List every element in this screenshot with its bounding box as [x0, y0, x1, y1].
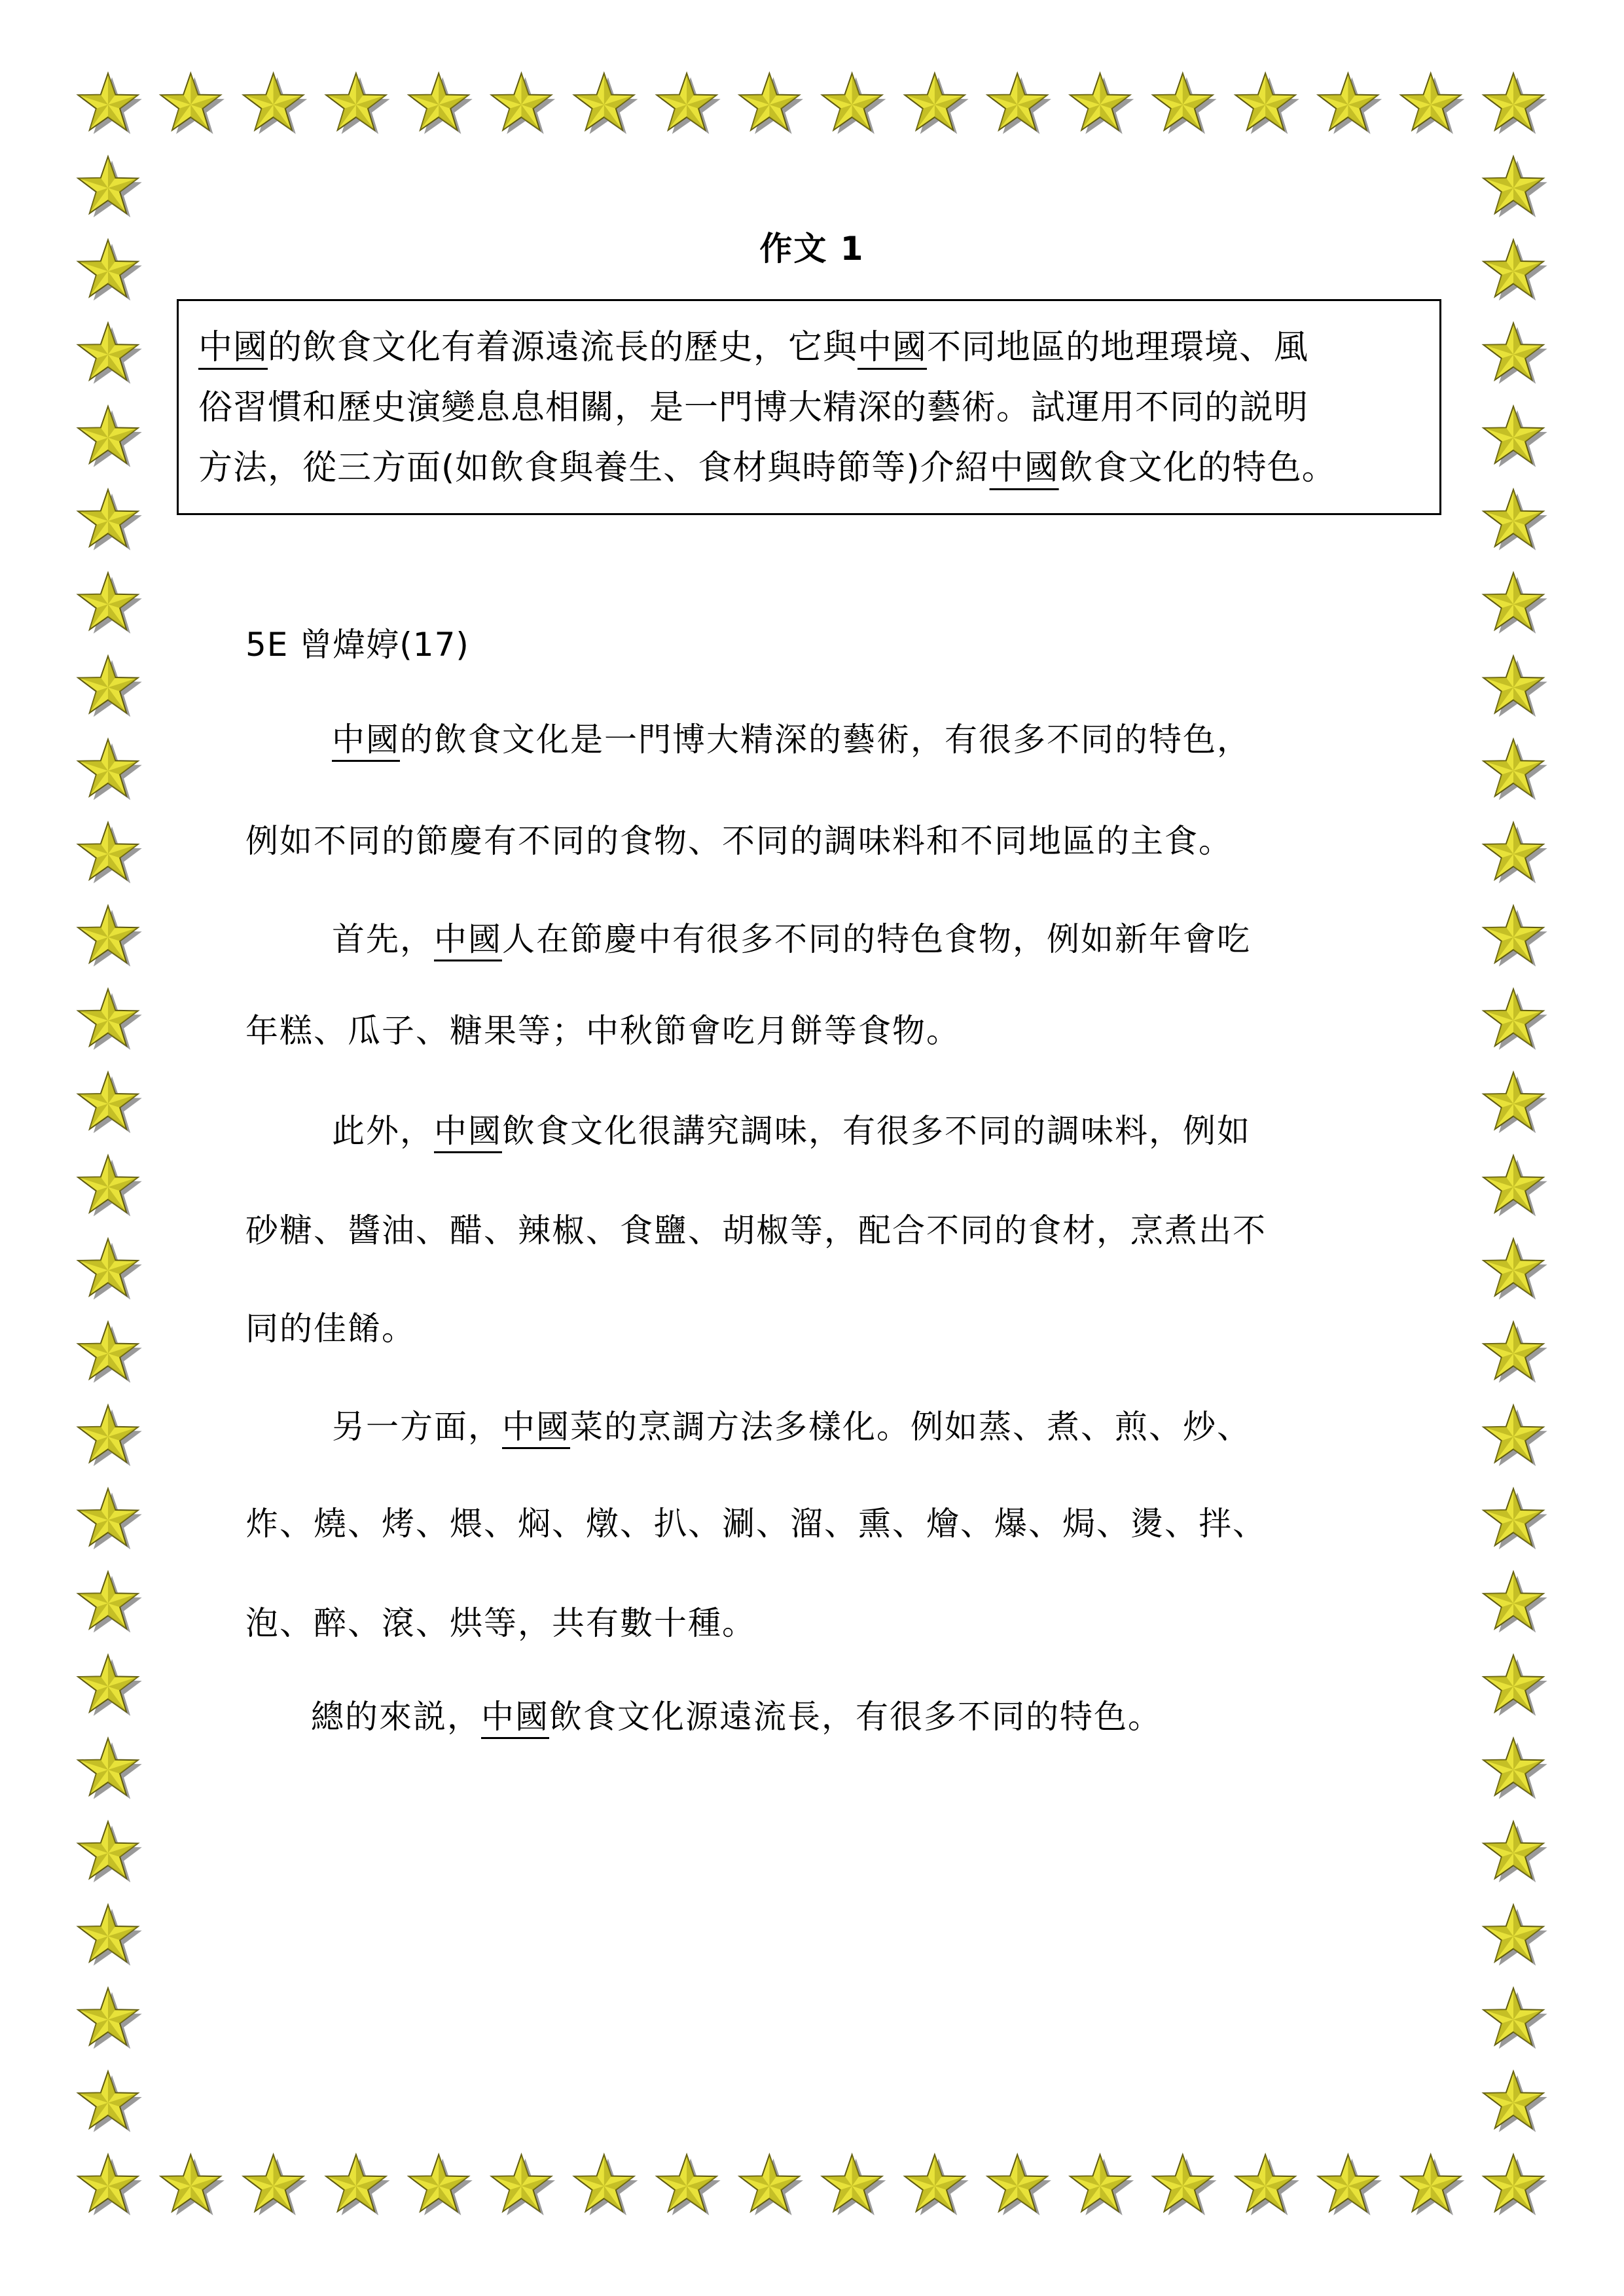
star-icon — [78, 1738, 141, 1799]
star-icon — [409, 73, 473, 134]
star-icon — [244, 73, 307, 134]
essay-p5-line1 — [311, 1691, 1463, 1738]
star-icon — [1483, 1655, 1547, 1716]
essay-p1-line2 — [245, 815, 1398, 862]
essay-p4-line3 — [245, 1597, 1398, 1644]
star-icon — [1153, 73, 1216, 134]
text-segment: 菜的烹調方法多樣化。例如蒸、煮、煎、炒、 — [570, 1408, 1251, 1446]
star-icon — [78, 406, 141, 467]
star-icon — [657, 2155, 720, 2215]
star-icon — [740, 2155, 803, 2215]
star-icon — [78, 1905, 141, 1965]
star-icon — [905, 73, 968, 134]
star-icon — [1401, 2155, 1464, 2215]
star-icon — [78, 740, 141, 800]
text-segment: 飲食文化源遠流長，有很多不同的特色。 — [549, 1698, 1162, 1736]
star-icon — [78, 1239, 141, 1300]
star-icon — [78, 1156, 141, 1217]
text-segment: 砂糖、醬油、醋、辣椒、食鹽、胡椒等，配合不同的食材，烹煮出不 — [245, 1211, 1267, 1249]
star-icon — [1483, 490, 1547, 550]
text-segment: 泡、醉、滾、烘等，共有數十種。 — [245, 1604, 756, 1642]
star-icon — [1483, 1738, 1547, 1799]
star-icon — [1483, 73, 1547, 134]
star-icon — [657, 73, 720, 134]
star-icon — [78, 1655, 141, 1716]
star-icon — [78, 1405, 141, 1466]
text-segment: 不同地區的地理環境、風 — [927, 328, 1309, 367]
prompt-line — [198, 438, 1420, 498]
star-icon — [1483, 740, 1547, 800]
star-icon — [1236, 2155, 1299, 2215]
prompt-line — [198, 317, 1420, 378]
star-icon — [78, 73, 141, 134]
underlined-proper-noun: 中國 — [198, 328, 268, 367]
composition-title: 作文 1 — [759, 230, 865, 268]
star-icon — [161, 73, 225, 134]
star-icon — [1483, 573, 1547, 634]
text-segment: 飲食文化的特色。 — [1058, 448, 1337, 488]
star-icon — [1483, 823, 1547, 884]
star-icon — [822, 73, 886, 134]
star-icon — [1483, 1156, 1547, 1217]
text-segment: 年糕、瓜子、糖果等；中秋節會吃月餅等食物。 — [245, 1012, 960, 1050]
star-icon — [1483, 2155, 1547, 2215]
star-icon — [78, 906, 141, 967]
text-segment: 炸、燒、烤、煨、焖、燉、扒、涮、溜、熏、燴、爆、焗、燙、拌、 — [245, 1505, 1267, 1543]
text-segment: 此外， — [332, 1112, 434, 1150]
star-icon — [1483, 156, 1547, 217]
text-segment: 另一方面， — [332, 1408, 502, 1446]
underlined-proper-noun: 中國 — [332, 721, 400, 759]
star-icon — [78, 1072, 141, 1133]
star-icon — [78, 323, 141, 384]
star-icon — [326, 2155, 389, 2215]
star-icon — [78, 156, 141, 217]
star-icon — [78, 1572, 141, 1633]
star-icon — [492, 73, 555, 134]
star-icon — [78, 656, 141, 717]
star-icon — [574, 2155, 638, 2215]
star-icon — [822, 2155, 886, 2215]
text-segment: 的飲食文化是一門博大精深的藝術，有很多不同的特色， — [400, 721, 1251, 759]
star-icon — [1483, 2072, 1547, 2132]
essay-p2-line2 — [245, 1005, 1398, 1052]
star-icon — [1483, 1239, 1547, 1300]
text-segment: 方法，從三方面(如飲食與養生、食材與時節等)介紹 — [198, 448, 990, 488]
author-line: 5E 曾煒婷(17) — [245, 626, 469, 664]
star-icon — [1483, 1905, 1547, 1965]
star-icon — [1483, 906, 1547, 967]
essay-p3-line2 — [245, 1204, 1398, 1251]
star-icon — [1318, 2155, 1382, 2215]
underlined-proper-noun: 中國 — [502, 1408, 570, 1446]
star-icon — [740, 73, 803, 134]
text-segment: 總的來説， — [311, 1698, 481, 1736]
essay-p3-line3 — [245, 1302, 1398, 1350]
essay-p2-line1 — [332, 913, 1484, 960]
star-icon — [1318, 73, 1382, 134]
underlined-proper-noun: 中國 — [434, 920, 502, 958]
writing-prompt-box — [177, 299, 1441, 515]
star-icon — [1483, 1072, 1547, 1133]
star-icon — [1236, 73, 1299, 134]
star-icon — [78, 989, 141, 1050]
text-segment: 俗習慣和歷史演變息息相關，是一門博大精深的藝術。試運用不同的説明 — [198, 388, 1309, 427]
essay-p1-line1 — [332, 713, 1484, 761]
star-icon — [161, 2155, 225, 2215]
star-icon — [905, 2155, 968, 2215]
text-segment: 例如不同的節慶有不同的食物、不同的調味料和不同地區的主食。 — [245, 822, 1233, 860]
star-icon — [78, 2072, 141, 2132]
star-icon — [988, 73, 1051, 134]
underlined-proper-noun: 中國 — [857, 328, 928, 367]
essay-p4-line1 — [332, 1401, 1484, 1448]
essay-p4-line2 — [245, 1498, 1398, 1545]
star-icon — [1483, 656, 1547, 717]
underlined-proper-noun: 中國 — [434, 1112, 502, 1150]
star-icon — [78, 1488, 141, 1549]
star-icon — [1483, 406, 1547, 467]
star-icon — [1070, 73, 1134, 134]
star-icon — [1483, 989, 1547, 1050]
text-segment: 同的佳餚。 — [245, 1310, 416, 1348]
star-icon — [78, 490, 141, 550]
star-icon — [78, 1821, 141, 1882]
star-icon — [1070, 2155, 1134, 2215]
star-icon — [1401, 73, 1464, 134]
star-icon — [409, 2155, 473, 2215]
star-icon — [1483, 1988, 1547, 2049]
star-icon — [492, 2155, 555, 2215]
star-icon — [1483, 323, 1547, 384]
star-icon — [988, 2155, 1051, 2215]
star-icon — [78, 573, 141, 634]
star-icon — [1483, 1821, 1547, 1882]
text-segment: 首先， — [332, 920, 434, 958]
star-icon — [78, 823, 141, 884]
underlined-proper-noun: 中國 — [989, 448, 1059, 488]
star-icon — [1483, 1322, 1547, 1383]
text-segment: 飲食文化很講究調味，有很多不同的調味料，例如 — [502, 1112, 1251, 1150]
text-segment: 人在節慶中有很多不同的特色食物，例如新年會吃 — [502, 920, 1251, 958]
essay-p3-line1 — [332, 1105, 1484, 1152]
star-icon — [1153, 2155, 1216, 2215]
underlined-proper-noun: 中國 — [481, 1698, 549, 1736]
prompt-line — [198, 378, 1420, 438]
star-icon — [78, 1322, 141, 1383]
text-segment: 的飲食文化有着源遠流長的歷史，它與 — [268, 328, 858, 367]
star-icon — [1483, 1405, 1547, 1466]
star-icon — [78, 1988, 141, 2049]
star-icon — [574, 73, 638, 134]
star-icon — [78, 2155, 141, 2215]
star-icon — [244, 2155, 307, 2215]
star-icon — [1483, 1488, 1547, 1549]
star-icon — [1483, 1572, 1547, 1633]
star-icon — [326, 73, 389, 134]
